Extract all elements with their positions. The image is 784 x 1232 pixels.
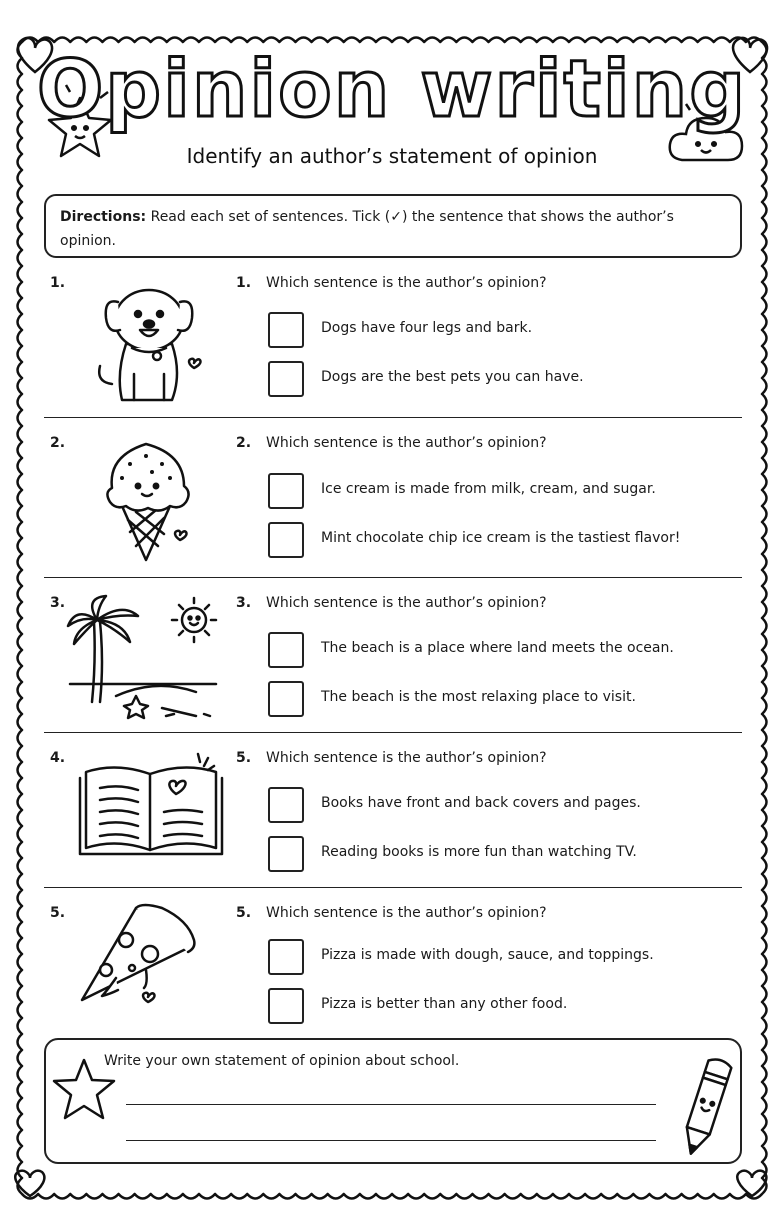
prompt-text: Which sentence is the author’s opinion?: [266, 435, 547, 451]
question-number: 3.: [50, 595, 66, 611]
section-divider: [44, 732, 742, 733]
question-prompt: [236, 905, 547, 921]
page-title: Opinion writing: [36, 45, 748, 135]
star-icon: [48, 1056, 120, 1124]
tick-checkbox[interactable]: [268, 681, 304, 717]
option-text: The beach is a place where land meets the ocean.: [321, 640, 674, 656]
tick-checkbox[interactable]: [268, 988, 304, 1024]
dog-icon: [92, 274, 216, 408]
writing-prompt: Write your own statement of opinion about school.: [104, 1053, 460, 1069]
tick-checkbox[interactable]: [268, 473, 304, 509]
question-prompt: [236, 435, 547, 451]
prompt-text: Which sentence is the author’s opinion?: [266, 275, 547, 291]
tick-checkbox[interactable]: [268, 522, 304, 558]
tick-checkbox[interactable]: [268, 312, 304, 348]
option-text: Pizza is better than any other food.: [321, 996, 568, 1012]
question-prompt: [236, 750, 547, 766]
prompt-text: Which sentence is the author’s opinion?: [266, 750, 547, 766]
option-text: Mint chocolate chip ice cream is the tastiest flavor!: [321, 530, 681, 546]
beach-icon: [66, 592, 226, 722]
prompt-text: Which sentence is the author’s opinion?: [266, 905, 547, 921]
section-divider: [44, 887, 742, 888]
directions-label: Directions:: [60, 209, 147, 225]
question-prompt: [236, 275, 547, 291]
question-number: 1.: [50, 275, 66, 291]
prompt-number: 2.: [236, 435, 252, 451]
tick-checkbox[interactable]: [268, 361, 304, 397]
prompt-number: 3.: [236, 595, 252, 611]
pencil-icon: [676, 1052, 736, 1162]
ice-cream-icon: [100, 436, 200, 566]
section-divider: [44, 417, 742, 418]
option-text: Dogs are the best pets you can have.: [321, 369, 584, 385]
directions-box: [44, 194, 742, 258]
heart-icon: [737, 1171, 766, 1196]
option-text: Pizza is made with dough, sauce, and toppings.: [321, 947, 654, 963]
option-text: Ice cream is made from milk, cream, and sugar.: [321, 481, 656, 497]
prompt-number: 1.: [236, 275, 252, 291]
prompt-number: 5.: [236, 905, 252, 921]
question-number: 2.: [50, 435, 66, 451]
prompt-number: 5.: [236, 750, 252, 766]
option-text: Books have front and back covers and pages.: [321, 795, 641, 811]
question-number: 4.: [50, 750, 66, 766]
option-text: Dogs have four legs and bark.: [321, 320, 533, 336]
option-text: The beach is the most relaxing place to visit.: [321, 689, 636, 705]
book-icon: [76, 748, 226, 864]
tick-checkbox[interactable]: [268, 836, 304, 872]
page-subtitle: Identify an author’s statement of opinion: [186, 144, 598, 168]
tick-checkbox[interactable]: [268, 939, 304, 975]
question-prompt: [236, 595, 547, 611]
pizza-icon: [76, 900, 200, 1016]
prompt-text: Which sentence is the author’s opinion?: [266, 595, 547, 611]
directions-text: Read each set of sentences. Tick (✓) the sentence that shows the author’s opinion.: [60, 209, 674, 249]
question-number: 5.: [50, 905, 66, 921]
writing-line[interactable]: [126, 1104, 656, 1105]
section-divider: [44, 577, 742, 578]
writing-line[interactable]: [126, 1140, 656, 1141]
tick-checkbox[interactable]: [268, 632, 304, 668]
tick-checkbox[interactable]: [268, 787, 304, 823]
option-text: Reading books is more fun than watching TV.: [321, 844, 637, 860]
